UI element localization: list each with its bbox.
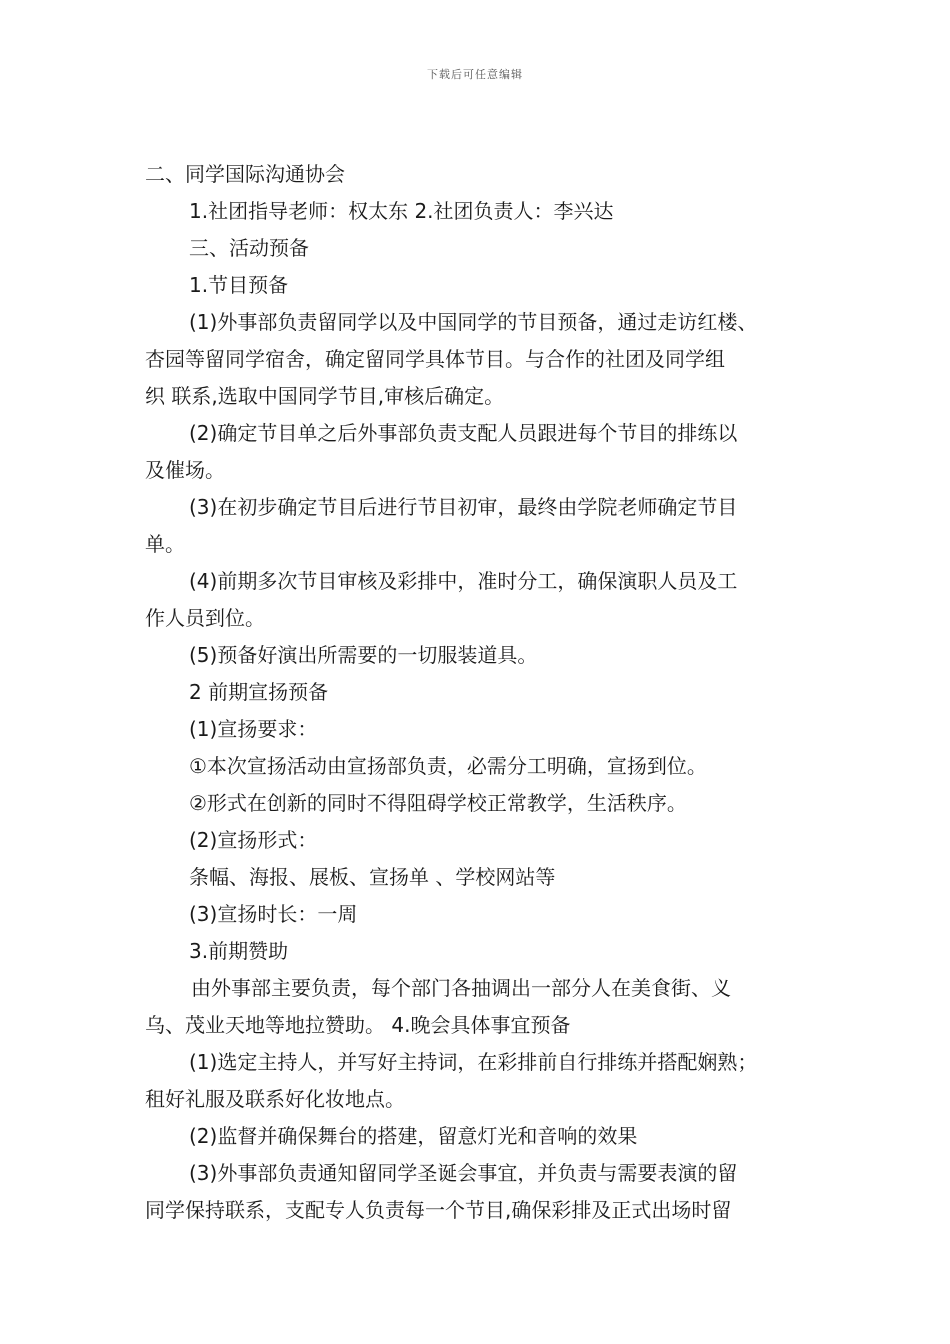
text-line: 由外事部主要负责，每个部门各抽调出一部分人在美食街、义 [191, 976, 731, 1000]
text-line: (3)在初步确定节目后进行节目初审，最终由学院老师确定节目 [189, 495, 738, 519]
section-heading: 三、活动预备 [189, 236, 309, 260]
text-line: 杏园等留同学宿舍，确定留同学具体节目。与合作的社团及同学组 [145, 347, 725, 371]
text-line: 租好礼服及联系好化妆地点。 [145, 1087, 405, 1111]
text-line: 及催场。 [145, 458, 225, 482]
text-line: 条幅、海报、展板、宣扬单 、学校网站等 [189, 865, 556, 889]
subsection-heading: 1.节目预备 [189, 273, 289, 297]
text-line: (3)外事部负责通知留同学圣诞会事宜，并负责与需要表演的留 [189, 1161, 738, 1185]
text-line: 乌、茂业天地等地拉赞助。 4.晚会具体事宜预备 [145, 1013, 571, 1037]
text-line: (2)宣扬形式： [189, 828, 318, 852]
text-line: 同学保持联系，支配专人负责每一个节目,确保彩排及正式出场时留 [145, 1198, 732, 1222]
text-line: (1)宣扬要求： [189, 717, 318, 741]
document-body [145, 156, 820, 1229]
text-line: ①本次宣扬活动由宣扬部负责，必需分工明确，宣扬到位。 [189, 754, 707, 778]
text-line: (1)外事部负责留同学以及中国同学的节目预备，通过走访红楼、 [189, 310, 758, 334]
text-line: 作人员到位。 [145, 606, 265, 630]
text-line: 1.社团指导老师：权太东 2.社团负责人：李兴达 [189, 199, 614, 223]
text-line: (2)监督并确保舞台的搭建，留意灯光和音响的效果 [189, 1124, 638, 1148]
text-line: (4)前期多次节目审核及彩排中，准时分工，确保演职人员及工 [189, 569, 738, 593]
text-line: ②形式在创新的同时不得阻碍学校正常教学，生活秩序。 [189, 791, 687, 815]
text-line: (1)选定主持人，并写好主持词，在彩排前自行排练并搭配娴熟； [189, 1050, 758, 1074]
text-line: (2)确定节目单之后外事部负责支配人员跟进每个节目的排练以 [189, 421, 738, 445]
subsection-heading: 2 前期宣扬预备 [189, 680, 329, 704]
subsection-heading: 3.前期赞助 [189, 939, 289, 963]
text-line: (5)预备好演出所需要的一切服装道具。 [189, 643, 538, 667]
text-line: 单。 [145, 532, 185, 556]
section-heading: 二、同学国际沟通协会 [145, 162, 345, 186]
text-line: (3)宣扬时长：一周 [189, 902, 358, 926]
page-header: 下载后可任意编辑 [427, 68, 523, 81]
text-line: 织 联系,选取中国同学节目,审核后确定。 [145, 384, 505, 408]
